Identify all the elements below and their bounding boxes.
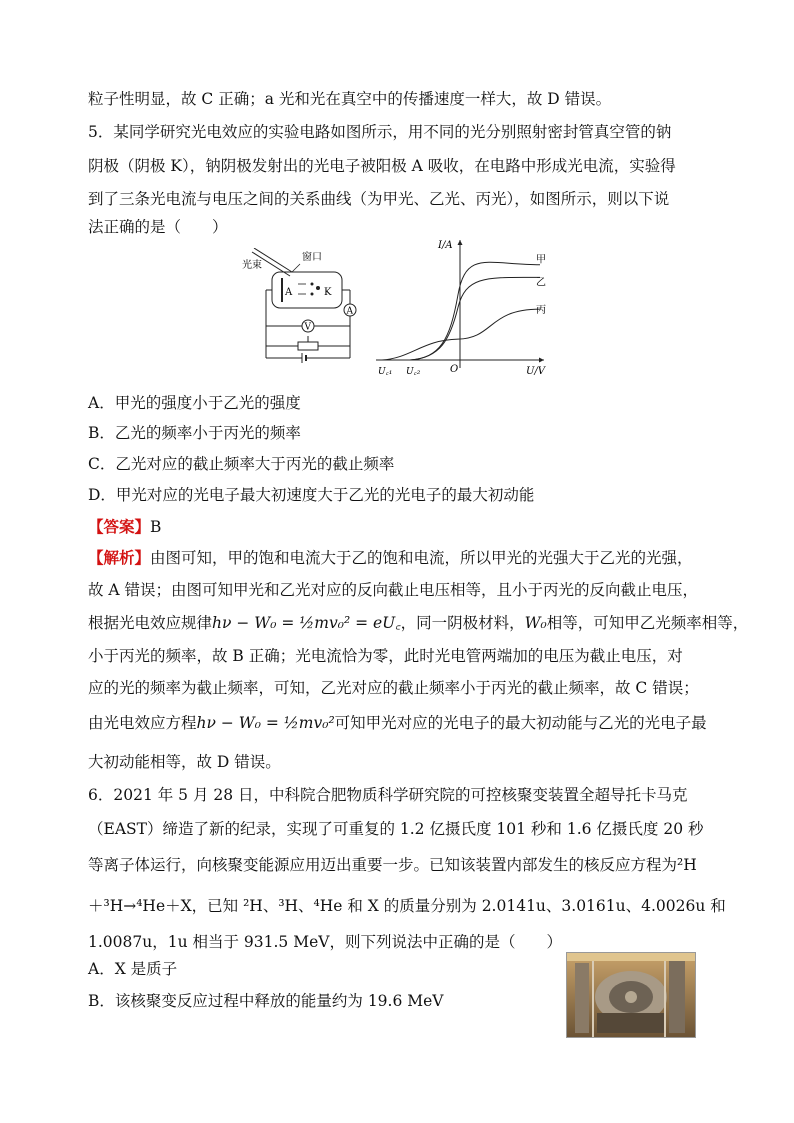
explanation-text: 由图可知，甲的饱和电流大于乙的饱和电流，所以甲光的光强大于乙光的光强， <box>150 549 693 567</box>
work-function-symbol: W₀ <box>524 614 547 632</box>
explanation-line <box>88 612 748 634</box>
answer-tag: 【答案】 <box>88 517 151 536</box>
series-label: 丙 <box>536 305 546 317</box>
photoelectric-circuit-diagram <box>240 248 365 370</box>
explanation-text: 可知甲光对应的光电子的最大初动能与乙光的光电子最 <box>334 714 707 732</box>
question-6-line: 6．2021 年 5 月 28 日，中科院合肥物质科学研究院的可控核聚变装置全超导托卡马克 <box>88 786 688 804</box>
voltmeter-label: V <box>304 322 311 333</box>
x-axis-label: U/V <box>526 366 546 377</box>
explanation-line: 大初动能相等，故 D 错误。 <box>88 753 281 771</box>
q6-option-a: A．X 是质子 <box>88 960 178 978</box>
y-axis-label: I/A <box>438 240 453 251</box>
current-voltage-chart <box>372 238 552 378</box>
option-c: C．乙光对应的截止频率大于丙光的截止频率 <box>88 455 395 473</box>
option-b: B．乙光的频率小于丙光的频率 <box>88 424 301 442</box>
x-tick-label: U꜀₂ <box>406 367 421 377</box>
ammeter-label: A <box>346 306 353 317</box>
explanation-text: 由光电效应方程 <box>88 714 197 732</box>
text-line: 粒子性明显，故 C 正确；a 光和光在真空中的传播速度一样大，故 D 错误。 <box>88 90 612 108</box>
question-6-line: 1.0087u，1u 相当于 931.5 MeV，则下列说法中正确的是（ ） <box>88 933 562 951</box>
question-5-line: 5．某同学研究光电效应的实验电路如图所示，用不同的光分别照射密封管真空管的钠 <box>88 123 672 141</box>
series-label: 乙 <box>536 277 546 289</box>
explanation-tag: 【解析】 <box>88 548 151 567</box>
question-5-line: 到了三条光电流与电压之间的关系曲线（为甲光、乙光、丙光），如图所示，则以下说 <box>88 190 670 208</box>
explanation-text: 相等，可知甲乙光频率相等， <box>546 614 749 632</box>
q6-option-b: B．该核聚变反应过程中释放的能量约为 19.6 MeV <box>88 992 444 1010</box>
equation: hν − W₀ = ½mv₀² = eU꜀ <box>212 614 401 632</box>
equation: hν − W₀ = ½mv₀² <box>196 714 335 732</box>
question-6-line: ＋³H→⁴He＋X，已知 ²H、³H、⁴He 和 X 的质量分别为 2.0141u、3.0161u、4.0026u 和 <box>88 897 726 915</box>
question-5-line: 法正确的是（ ） <box>88 218 228 236</box>
x-tick-label: U꜀₁ <box>378 367 393 377</box>
series-group <box>382 254 546 360</box>
series-curve-1 <box>410 277 540 360</box>
explanation-text: 根据光电效应规律 <box>88 614 213 632</box>
origin-label: O <box>450 364 459 375</box>
explanation-text: ，同一阴极材料， <box>400 614 525 632</box>
series-label: 甲 <box>536 254 546 266</box>
question-6-line: （EAST）缔造了新的纪录，实现了可重复的 1.2 亿摄氏度 101 秒和 1.6 亿摄氏度 20 秒 <box>88 820 704 838</box>
explanation-line <box>88 547 693 569</box>
answer-line <box>88 516 161 538</box>
anode-label: A <box>285 287 293 298</box>
explanation-line: 小于丙光的频率，故 B 正确；光电流恰为零，此时光电管两端加的电压为截止电压，对 <box>88 647 683 665</box>
answer-value: B <box>150 518 162 536</box>
window-label: 窗口 <box>302 252 322 263</box>
question-5-line: 阴极（阴极 K），钠阴极发射出的光电子被阳极 A 吸收，在电路中形成光电流，实验得 <box>88 157 676 175</box>
explanation-line <box>88 712 707 734</box>
explanation-line: 应的光的频率为截止频率，可知，乙光对应的截止频率小于丙光的截止频率，故 C 错误； <box>88 679 699 697</box>
explanation-line: 故 A 错误；由图可知甲光和乙光对应的反向截止电压相等，且小于丙光的反向截止电压， <box>88 581 699 599</box>
series-curve-2 <box>382 309 540 360</box>
light-beam-label: 光束 <box>242 260 262 271</box>
option-d: D．甲光对应的光电子最大初速度大于乙光的光电子的最大初动能 <box>88 486 535 504</box>
cathode-label: K <box>324 287 332 298</box>
rheostat-icon <box>298 342 318 350</box>
east-device-photo <box>566 952 696 1038</box>
option-a: A．甲光的强度小于乙光的强度 <box>88 394 301 412</box>
question-6-line: 等离子体运行，向核聚变能源应用迈出重要一步。已知该装置内部发生的核反应方程为²H <box>88 856 697 874</box>
